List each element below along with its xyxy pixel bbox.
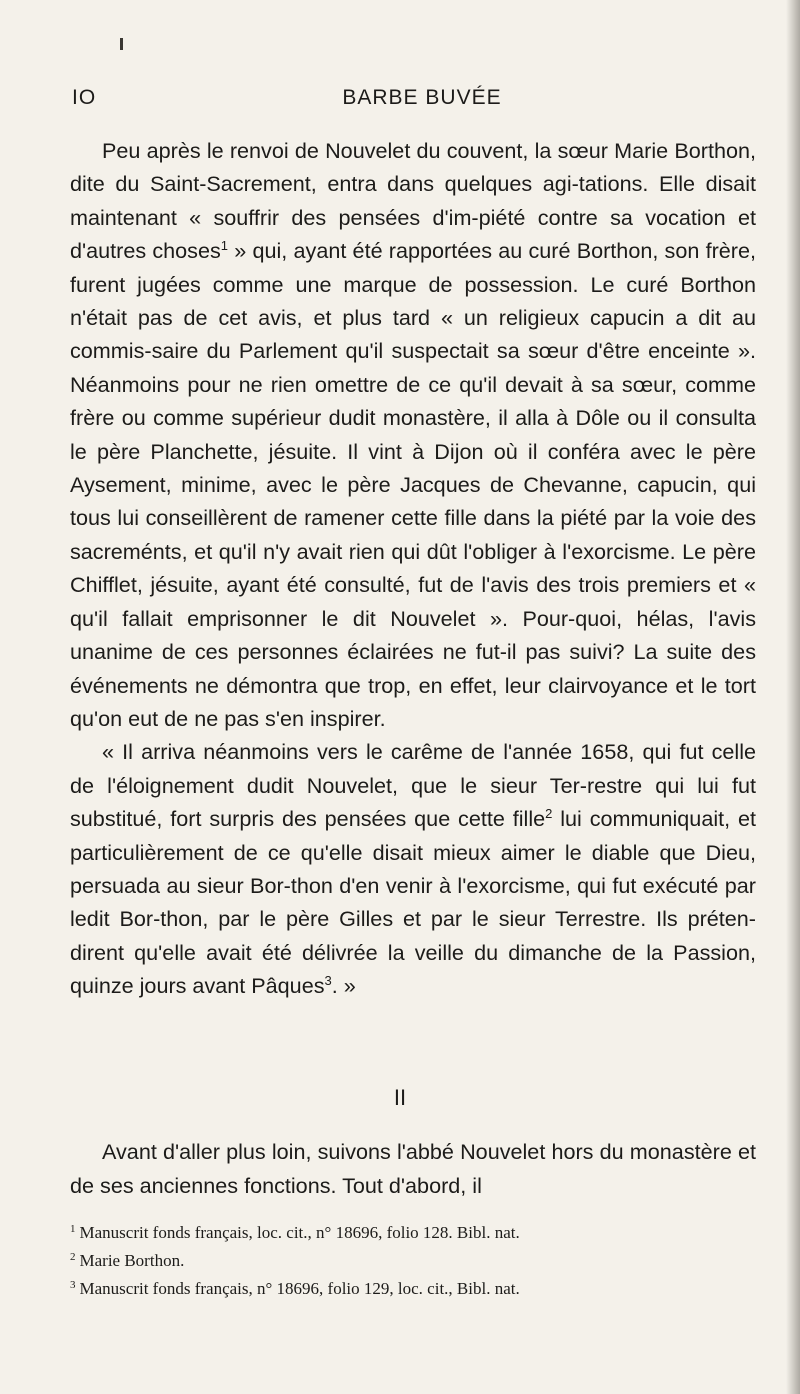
footnote xyxy=(70,1217,760,1245)
paragraph: « Il arriva néanmoins vers le carême de l'année 1658, qui fut celle de l'éloignement dudit Nouvelet, que le sieur Ter-restre qui lui fut substitué, fort surpris des pensées que cette fille$^2$ lui communiquait, et particulièrement de ce qu'elle disait mieux aimer le diable que Dieu, persuada au sieur Bor-thon d'en venir à l'exorcisme, qui fut exécuté par ledit Bor-thon, par le père Gilles et par le sieur Terrestre. Ils préten-dirent qu'elle avait été délivrée la veille du dimanche de la Passion, quinze jours avant Pâques$^3$. » xyxy=(70,739,756,999)
running-title: BARBE BUVÉE xyxy=(342,86,502,109)
text-span: lui communiquait, et particulièrement de ce qu'elle disait mieux aimer le diable que Dieu, persuada au sieur Bor-thon d'en venir à l'exorcisme, qui fut exécuté par ledit Bor-thon, par le père Gilles et par le sieur Terrestre. Ils préten-dirent qu'elle avait été délivrée la veille du dimanche de la Passion, quinze jours avant Pâques xyxy=(70,806,756,999)
footnote-ref: 1 xyxy=(220,238,229,254)
footnote-mark: 3 xyxy=(70,1279,76,1291)
footnotes xyxy=(70,1217,760,1301)
footnote-ref: 2 xyxy=(545,806,553,822)
ink-mark xyxy=(120,38,123,50)
footnote-mark: 2 xyxy=(70,1251,76,1263)
footnote-text: Manuscrit fonds français, n° 18696, folio 129, loc. cit., Bibl. nat. xyxy=(79,1279,520,1298)
footnote-text: Marie Borthon. xyxy=(79,1251,185,1270)
text-span: » xyxy=(343,973,356,999)
section-heading: II xyxy=(393,1085,407,1110)
page-shadow xyxy=(786,0,800,1394)
footnote-text: Manuscrit fonds français, loc. cit., n° 18696, folio 128. Bibl. nat. xyxy=(79,1223,520,1242)
paragraph: Avant d'aller plus loin, suivons l'abbé Nouvelet hors du monastère et de ses anciennes fonctions. Tout d'abord, il xyxy=(70,1139,756,1198)
footnote xyxy=(70,1245,760,1273)
section-text xyxy=(70,1135,756,1203)
text-span: » qui, ayant été rapportées au curé Borthon, son frère, furent jugées comme une marque de possession. Le curé Borthon n'était pas de cet avis, et plus tard « un religieux capucin a dit au commis-saire du Parlement qu'il suspectait sa sœur d'être enceinte ». Néanmoins pour ne rien omettre de ce qu'il devait à sa sœur, comme frère ou comme supérieur dudit monastère, il alla à Dôle ou il consulta le père Planchette, jésuite. Il vint à Dijon où il conféra avec le père Aysement, minime, avec le père Jacques de Chevanne, capucin, qui tous lui conseillèrent de ramener cette fille dans la piété par la voie des sacreménts, et qu'il n'y avait rien qui dût l'obliger à l'exorcisme. Le père Chifflet, jésuite, ayant été consulté, fut de l'avis des trois premiers et « qu'il fallait emprisonner le dit Nouvelet ». Pour-quoi, hélas, l'avis unanime de ces personnes éclairées ne fut-il pas suivi? La suite des événements ne démontra que trop, en effet, leur clairvoyance et le tort qu'on eut de ne pas s'en inspirer. xyxy=(70,238,756,731)
footnote xyxy=(70,1273,760,1301)
main-text xyxy=(70,134,756,1003)
text-span: « Il arriva néanmoins vers le carême de l'année 1658, qui fut celle de l'éloignement dudit Nouvelet, que le sieur Ter-restre qui lui fut substitué, fort surpris des pensées que cette fille xyxy=(70,739,756,832)
page-number: IO xyxy=(72,86,97,109)
footnote-ref: 3 xyxy=(324,973,332,989)
footnote-mark: 1 xyxy=(70,1223,76,1235)
text-span: Peu après le renvoi de Nouvelet du couvent, la sœur Marie Borthon, dite du Saint-Sacrement, entra dans quelques agi-tations. Elle disait maintenant « souffrir des pensées d'im-piété contre sa vocation et d'autres choses xyxy=(70,138,756,264)
paragraph xyxy=(70,134,756,735)
running-header xyxy=(72,86,772,116)
